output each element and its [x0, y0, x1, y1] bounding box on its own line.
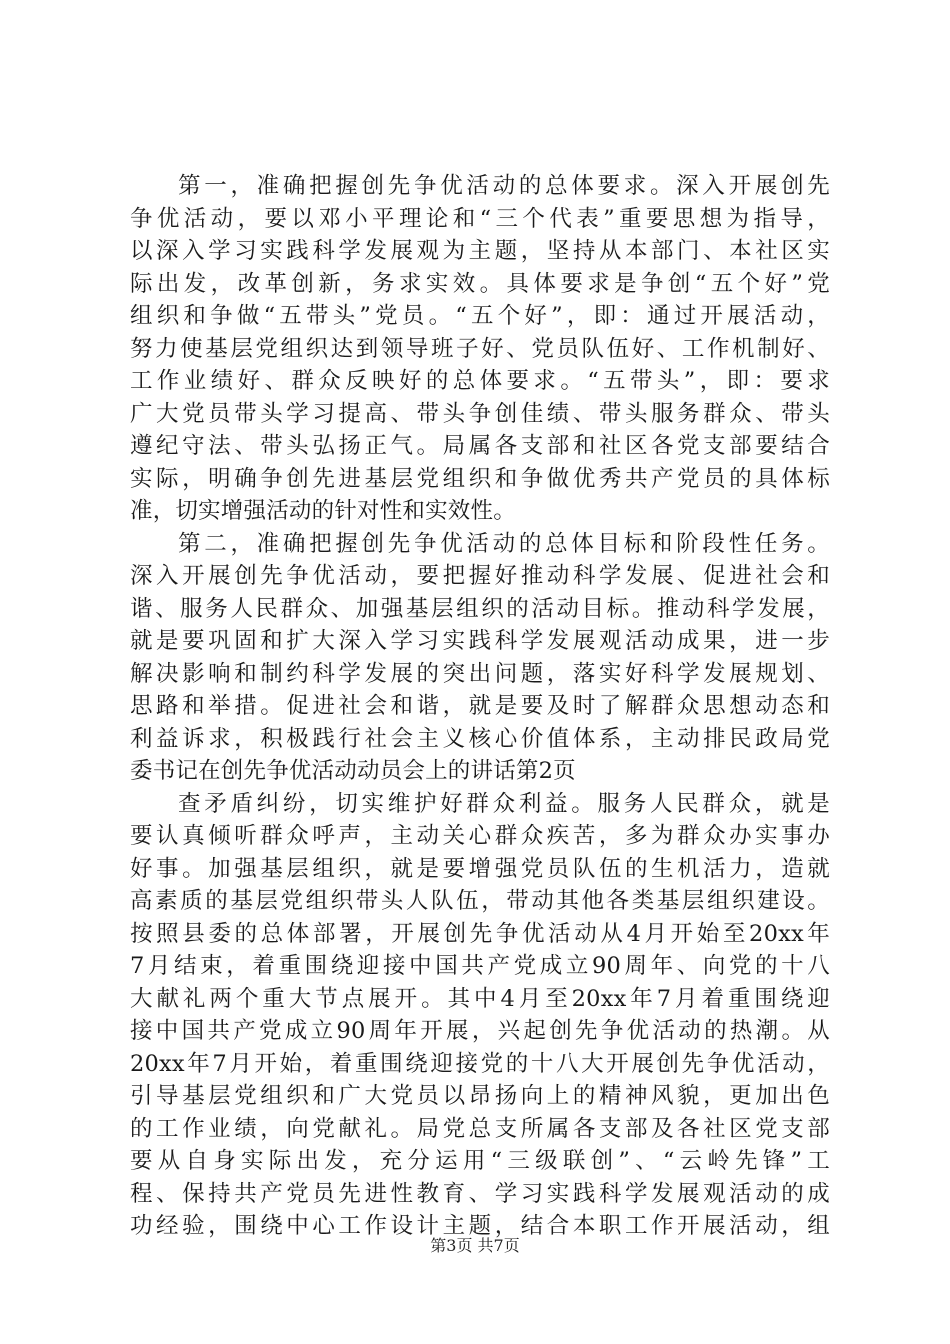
text-line: 深入开展创先争优活动，要把握好推动科学发展、促进社会和 — [130, 563, 830, 589]
text-line: 要从自身实际出发，充分运用“三级联创”、“云岭先锋”工 — [130, 1148, 830, 1174]
text-line: 准，切实增强活动的针对性和实效性。 — [130, 498, 516, 524]
text-line: 努力使基层党组织达到领导班子好、党员队伍好、工作机制好、 — [130, 335, 830, 362]
text-line: 就是要巩固和扩大深入学习实践科学发展观活动成果，进一步 — [130, 628, 830, 654]
text-line: 利益诉求，积极践行社会主义核心价值体系，主动排民政局党 — [130, 725, 830, 752]
text-line: 7月结束，着重围绕迎接中国共产党成立90周年、向党的十八 — [130, 953, 830, 979]
text-line: 高素质的基层党组织带头人队伍，带动其他各类基层组织建设。 — [130, 888, 830, 914]
text-line: 遵纪守法、带头弘扬正气。局属各支部和社区各党支部要结合 — [130, 433, 830, 459]
text-line: 程、保持共产党员先进性教育、学习实践科学发展观活动的成 — [130, 1180, 830, 1207]
text-line: 的工作业绩，向党献礼。局党总支所属各支部及各社区党支部 — [130, 1115, 830, 1142]
text-line: 委书记在创先争优活动动员会上的讲话第2页 — [130, 758, 576, 784]
text-line: 广大党员带头学习提高、带头争创佳绩、带头服务群众、带头 — [130, 400, 830, 427]
page-footer: 第3页 共7页 — [430, 1236, 520, 1255]
text-line: 谐、服务人民群众、加强基层组织的活动目标。推动科学发展， — [130, 595, 830, 622]
text-line: 20xx年7月开始，着重围绕迎接党的十八大开展创先争优活动， — [130, 1050, 830, 1077]
text-line: 第二，准确把握创先争优活动的总体目标和阶段性任务。 — [178, 530, 830, 557]
text-line: 实际，明确争创先进基层党组织和争做优秀共产党员的具体标 — [130, 465, 830, 492]
text-line: 思路和举措。促进社会和谐，就是要及时了解群众思想动态和 — [130, 693, 830, 719]
text-line: 查矛盾纠纷，切实维护好群众利益。服务人民群众，就是 — [178, 790, 830, 817]
text-line: 要认真倾听群众呼声，主动关心群众疾苦，多为群众办实事办 — [130, 823, 830, 849]
text-line: 工作业绩好、群众反映好的总体要求。“五带头”，即：要求 — [130, 368, 830, 394]
text-line: 以深入学习实践科学发展观为主题，坚持从本部门、本社区实 — [130, 238, 830, 264]
text-line: 接中国共产党成立90周年开展，兴起创先争优活动的热潮。从 — [130, 1018, 830, 1044]
text-line: 第一，准确把握创先争优活动的总体要求。深入开展创先 — [178, 173, 830, 199]
text-line: 按照县委的总体部署，开展创先争优活动从4月开始至20xx年 — [130, 920, 830, 947]
text-line: 大献礼两个重大节点展开。其中4月至20xx年7月着重围绕迎 — [130, 985, 830, 1012]
text-line: 际出发，改革创新，务求实效。具体要求是争创“五个好”党 — [130, 270, 830, 297]
text-line: 组织和争做“五带头”党员。“五个好”，即：通过开展活动， — [130, 303, 830, 329]
text-line: 引导基层党组织和广大党员以昂扬向上的精神风貌，更加出色 — [130, 1083, 830, 1109]
text-line: 解决影响和制约科学发展的突出问题，落实好科学发展规划、 — [130, 660, 830, 687]
text-line: 功经验，围绕中心工作设计主题，结合本职工作开展活动，组 — [130, 1213, 830, 1239]
text-line: 好事。加强基层组织，就是要增强党员队伍的生机活力，造就 — [130, 855, 830, 882]
text-line: 争优活动，要以邓小平理论和“三个代表”重要思想为指导， — [130, 205, 830, 232]
body-text — [130, 170, 830, 1243]
